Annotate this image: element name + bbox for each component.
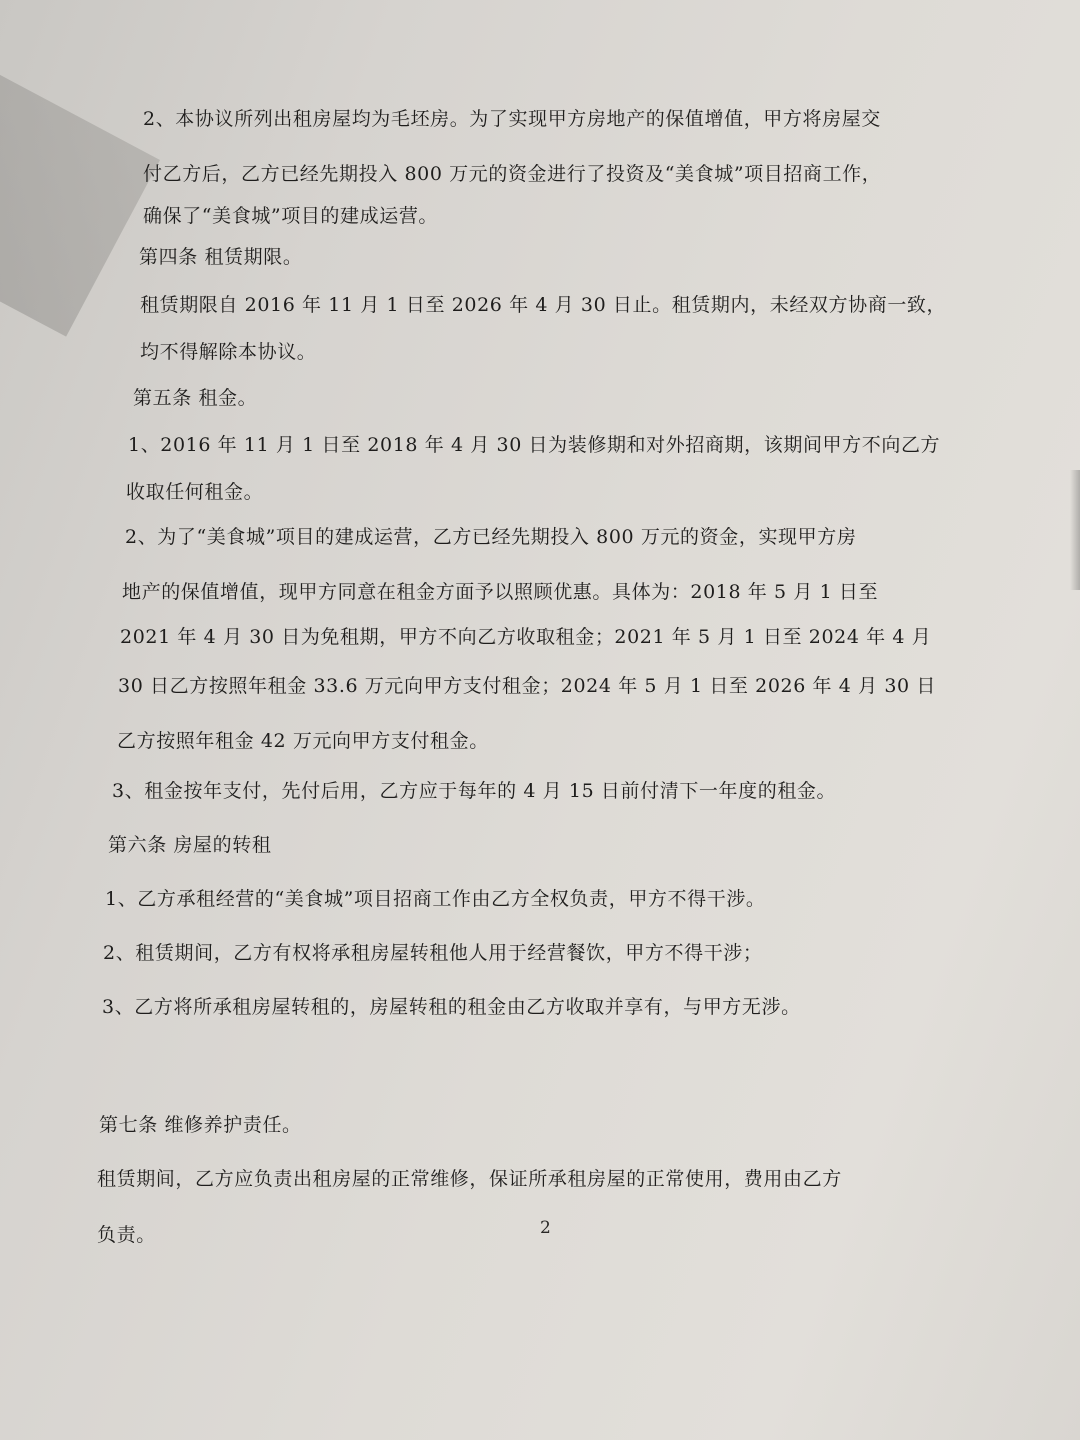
article-5-item-2-line-5: 乙方按照年租金 42 万元向甲方支付租金。 [117, 730, 489, 752]
clause-3-item-2-line-2: 付乙方后，乙方已经先期投入 800 万元的资金进行了投资及“美食城”项目招商工作， [143, 163, 882, 185]
article-4-line-1: 租赁期限自 2016 年 11 月 1 日至 2026 年 4 月 30 日止。租赁期内，未经双方协商一致， [140, 294, 947, 316]
article-5-item-3: 3、租金按年支付，先付后用，乙方应于每年的 4 月 15 日前付清下一年度的租金。 [112, 780, 837, 802]
clause-3-item-2-line-1: 2、本协议所列出租房屋均为毛坯房。为了实现甲方房地产的保值增值，甲方将房屋交 [143, 108, 881, 130]
article-5-item-2-line-4: 30 日乙方按照年租金 33.6 万元向甲方支付租金；2024 年 5 月 1 日至 2026 年 4 月 30 日 [118, 675, 936, 697]
article-5-item-2-line-3: 2021 年 4 月 30 日为免租期，甲方不向乙方收取租金；2021 年 5 月 1 日至 2024 年 4 月 [120, 626, 932, 648]
page-edge-shadow [1070, 470, 1080, 590]
article-6-item-3: 3、乙方将所承租房屋转租的，房屋转租的租金由乙方收取并享有，与甲方无涉。 [102, 996, 801, 1018]
article-4-line-2: 均不得解除本协议。 [140, 341, 317, 363]
article-4-heading: 第四条 租赁期限。 [139, 246, 303, 268]
article-6-item-1: 1、乙方承租经营的“美食城”项目招商工作由乙方全权负责，甲方不得干涉。 [105, 888, 766, 910]
article-5-item-2-line-2: 地产的保值增值，现甲方同意在租金方面予以照顾优惠。具体为：2018 年 5 月 1 日至 [122, 581, 879, 603]
clause-3-item-2-line-3: 确保了“美食城”项目的建成运营。 [143, 205, 439, 227]
page-fold-shadow [0, 66, 160, 336]
article-7-line-2: 负责。 [97, 1224, 156, 1246]
article-7-heading: 第七条 维修养护责任。 [99, 1114, 302, 1136]
article-5-item-1-line-1: 1、2016 年 11 月 1 日至 2018 年 4 月 30 日为装修期和对外招商期，该期间甲方不向乙方 [128, 434, 941, 456]
article-5-item-2-line-1: 2、为了“美食城”项目的建成运营，乙方已经先期投入 800 万元的资金，实现甲方房 [125, 526, 857, 548]
article-6-heading: 第六条 房屋的转租 [108, 834, 272, 856]
article-5-heading: 第五条 租金。 [133, 387, 258, 409]
article-7-line-1: 租赁期间，乙方应负责出租房屋的正常维修，保证所承租房屋的正常使用，费用由乙方 [97, 1168, 842, 1190]
page-number: 2 [540, 1218, 551, 1238]
article-6-item-2: 2、租赁期间，乙方有权将承租房屋转租他人用于经营餐饮，甲方不得干涉； [103, 942, 763, 964]
article-5-item-1-line-2: 收取任何租金。 [126, 481, 264, 503]
